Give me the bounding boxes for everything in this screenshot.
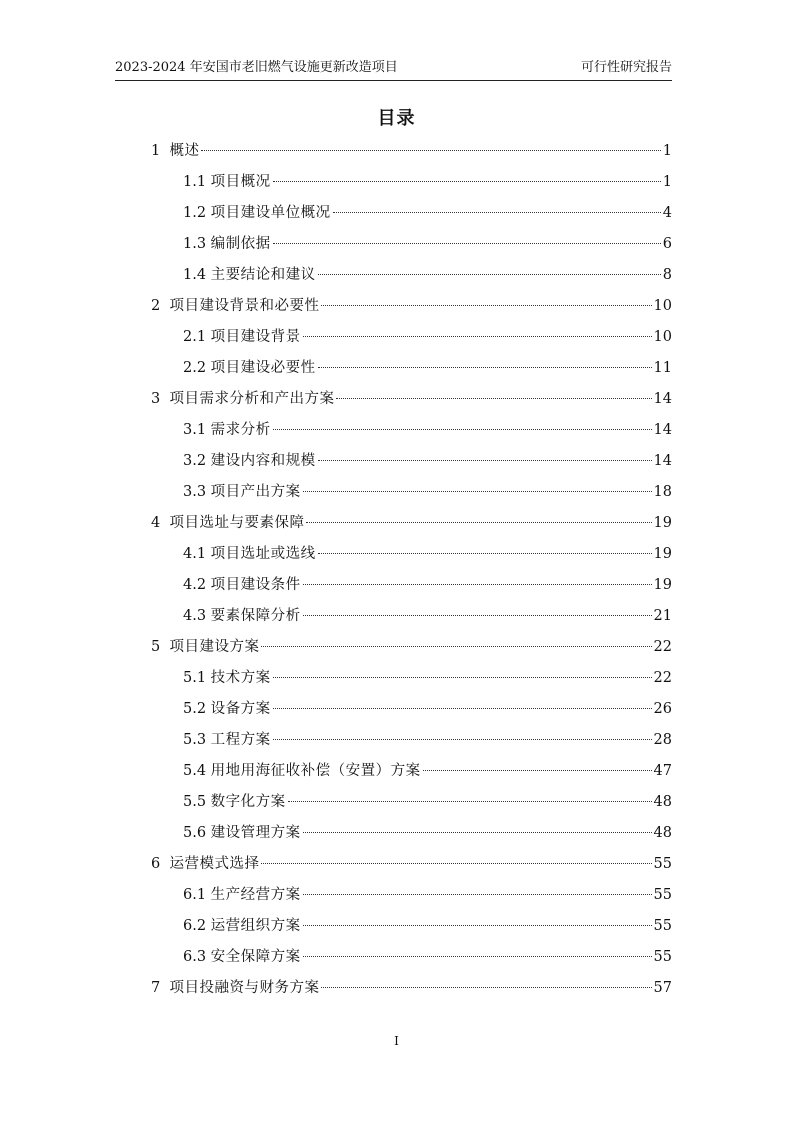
dot-leader (273, 707, 652, 709)
dot-leader (288, 800, 652, 802)
toc-entry-page: 28 (653, 732, 672, 748)
toc-entry-number: 1.4 (183, 267, 207, 283)
toc-entry[interactable] (183, 945, 672, 969)
dot-leader (306, 521, 651, 523)
toc-entry-page: 22 (653, 639, 672, 655)
toc-entry-title: 运营模式选择 (169, 856, 260, 872)
toc-entry-number: 2.1 (183, 329, 207, 345)
toc-entry-page: 47 (653, 763, 672, 779)
toc-entry-number: 3 (151, 391, 161, 407)
toc-entry-title: 技术方案 (210, 670, 271, 686)
toc-entry-page: 55 (653, 856, 672, 872)
dot-leader (303, 583, 652, 585)
toc-entry-number: 5.2 (183, 701, 207, 717)
toc-entry-page: 4 (662, 205, 672, 221)
toc-entry-page: 14 (653, 391, 672, 407)
toc-entry[interactable] (183, 666, 672, 690)
toc-entry[interactable] (183, 542, 672, 566)
toc-entry-page: 19 (653, 577, 672, 593)
toc-entry-page: 14 (653, 422, 672, 438)
dot-leader (303, 614, 652, 616)
toc-entry-title: 安全保障方案 (210, 949, 301, 965)
dot-leader (303, 831, 652, 833)
toc-entry[interactable] (151, 852, 672, 876)
dot-leader (321, 304, 651, 306)
toc-entry[interactable] (151, 511, 672, 535)
toc-entry[interactable] (183, 480, 672, 504)
toc-entry-title: 项目建设背景 (210, 329, 301, 345)
dot-leader (303, 955, 652, 957)
toc-entry-number: 4.3 (183, 608, 207, 624)
toc-entry-title: 用地用海征收补偿（安置）方案 (210, 763, 421, 779)
toc-title: 目录 (377, 108, 416, 129)
toc-entry-title: 要素保障分析 (210, 608, 301, 624)
dot-leader (261, 645, 651, 647)
dot-leader (303, 924, 652, 926)
toc-entry-page: 55 (653, 887, 672, 903)
toc-entry-title: 设备方案 (210, 701, 271, 717)
toc-entry[interactable] (183, 728, 672, 752)
toc-entry-number: 6.2 (183, 918, 207, 934)
toc-entry-title: 项目建设方案 (169, 639, 260, 655)
toc-entry-page: 55 (653, 918, 672, 934)
page-number: I (394, 1034, 399, 1048)
toc-entry-page: 1 (662, 143, 672, 159)
dot-leader (273, 242, 661, 244)
toc-entry-number: 6.3 (183, 949, 207, 965)
toc-entry[interactable] (183, 790, 672, 814)
dot-leader (318, 552, 652, 554)
toc-entry[interactable] (183, 263, 672, 287)
toc-entry[interactable] (183, 201, 672, 225)
toc-entry-title: 项目建设条件 (210, 577, 301, 593)
toc-entry-title: 工程方案 (210, 732, 271, 748)
toc-entry-number: 5.1 (183, 670, 207, 686)
dot-leader (336, 397, 651, 399)
toc-entry-page: 55 (653, 949, 672, 965)
toc-entry-number: 5.3 (183, 732, 207, 748)
toc-entry[interactable] (183, 697, 672, 721)
dot-leader (333, 211, 661, 213)
toc-entry-page: 21 (653, 608, 672, 624)
page-header (115, 58, 672, 81)
toc-entry[interactable] (151, 635, 672, 659)
toc-entry[interactable] (183, 914, 672, 938)
toc-entry[interactable] (183, 604, 672, 628)
dot-leader (303, 335, 652, 337)
toc-entry[interactable] (183, 821, 672, 845)
toc-entry-title: 项目建设单位概况 (210, 205, 331, 221)
toc-entry-title: 数字化方案 (210, 794, 286, 810)
toc-entry-page: 10 (653, 329, 672, 345)
toc-entry[interactable] (151, 387, 672, 411)
toc-entry-page: 10 (653, 298, 672, 314)
toc-entry-number: 2.2 (183, 360, 207, 376)
toc-entry-title: 项目概况 (210, 174, 271, 190)
toc-entry[interactable] (183, 449, 672, 473)
toc-entry[interactable] (183, 418, 672, 442)
toc-entry-page: 11 (653, 360, 672, 376)
toc-entry-number: 5.6 (183, 825, 207, 841)
toc-entry-number: 3.1 (183, 422, 207, 438)
toc-entry-page: 19 (653, 546, 672, 562)
toc-entry-page: 48 (653, 794, 672, 810)
toc-entry-title: 项目选址或选线 (210, 546, 316, 562)
toc-entry-page: 19 (653, 515, 672, 531)
dot-leader (303, 893, 652, 895)
toc-entry-number: 3.2 (183, 453, 207, 469)
toc-entry-title: 生产经营方案 (210, 887, 301, 903)
toc-entry-title: 运营组织方案 (210, 918, 301, 934)
toc-entry[interactable] (183, 356, 672, 380)
toc-entry-title: 编制依据 (210, 236, 271, 252)
dot-leader (303, 490, 652, 492)
toc-entry-number: 6 (151, 856, 161, 872)
toc-entry[interactable] (151, 139, 672, 163)
dot-leader (318, 366, 652, 368)
toc-entry-title: 需求分析 (210, 422, 271, 438)
toc-entry-title: 项目选址与要素保障 (169, 515, 305, 531)
toc-entry[interactable] (183, 325, 672, 349)
toc-entry-number: 1.1 (183, 174, 207, 190)
toc-entry-number: 5 (151, 639, 161, 655)
toc-entry-page: 8 (662, 267, 672, 283)
toc-entry-title: 项目投融资与财务方案 (169, 980, 320, 996)
toc-entry-number: 1.3 (183, 236, 207, 252)
dot-leader (318, 459, 652, 461)
dot-leader (261, 862, 651, 864)
toc-entry-page: 26 (653, 701, 672, 717)
toc-entry-page: 18 (653, 484, 672, 500)
dot-leader (273, 180, 661, 182)
header-project-title: 2023-2024 年安国市老旧燃气设施更新改造项目 (115, 60, 398, 75)
toc-entry-number: 2 (151, 298, 161, 314)
toc-entry[interactable] (183, 883, 672, 907)
toc-entry-page: 57 (653, 980, 672, 996)
toc-entry[interactable] (151, 976, 672, 1000)
toc-entry-title: 建设内容和规模 (210, 453, 316, 469)
toc-entry-title: 项目建设背景和必要性 (169, 298, 320, 314)
toc-entry-page: 6 (662, 236, 672, 252)
toc-entry-page: 48 (653, 825, 672, 841)
toc-entry[interactable] (183, 573, 672, 597)
dot-leader (321, 986, 651, 988)
toc-entry-title: 主要结论和建议 (210, 267, 316, 283)
toc-entry-number: 7 (151, 980, 161, 996)
dot-leader (273, 676, 652, 678)
toc-entry-page: 14 (653, 453, 672, 469)
dot-leader (273, 428, 652, 430)
toc-entry-number: 6.1 (183, 887, 207, 903)
dot-leader (423, 769, 652, 771)
toc-entry-page: 22 (653, 670, 672, 686)
toc-entry-number: 4.2 (183, 577, 207, 593)
toc-entry[interactable] (151, 294, 672, 318)
toc-entry-title: 项目产出方案 (210, 484, 301, 500)
toc-entry-title: 建设管理方案 (210, 825, 301, 841)
toc-entry-page: 1 (662, 174, 672, 190)
toc-entry-number: 4 (151, 515, 161, 531)
dot-leader (201, 149, 660, 151)
toc-entry-number: 3.3 (183, 484, 207, 500)
toc-entry-number: 1.2 (183, 205, 207, 221)
toc-entry[interactable] (183, 759, 672, 783)
toc-entry[interactable] (183, 170, 672, 194)
toc-entry-title: 项目建设必要性 (210, 360, 316, 376)
toc-entry-number: 4.1 (183, 546, 207, 562)
toc-entry-title: 概述 (169, 143, 200, 159)
toc-entry-number: 1 (151, 143, 161, 159)
toc-entry-number: 5.5 (183, 794, 207, 810)
dot-leader (273, 738, 652, 740)
toc-entry-title: 项目需求分析和产出方案 (169, 391, 335, 407)
header-report-type: 可行性研究报告 (580, 60, 672, 75)
dot-leader (318, 273, 661, 275)
toc-entry[interactable] (183, 232, 672, 256)
toc-entry-number: 5.4 (183, 763, 207, 779)
